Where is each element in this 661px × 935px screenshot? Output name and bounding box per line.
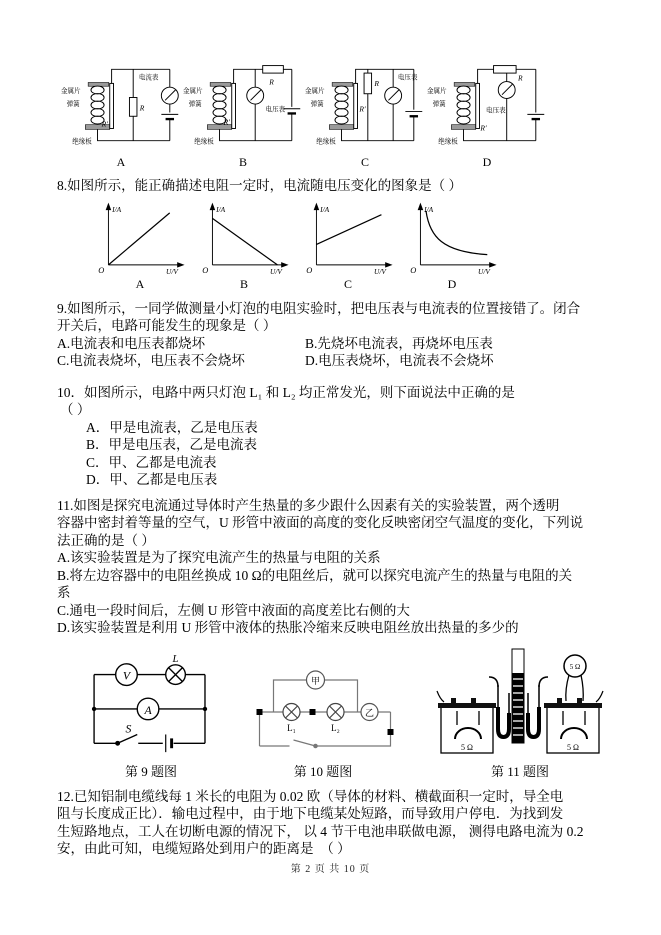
svg-text:绝缘板: 绝缘板 — [72, 138, 92, 146]
q9-option-a: A.电流表和电压表都烧坏 — [57, 335, 206, 351]
q8-graph-A — [88, 197, 192, 292]
svg-text:金属片: 金属片 — [60, 87, 81, 95]
curve-proportional — [108, 212, 169, 264]
q11-line-1: 11.如图是探究电流通过导体时产生热量的多少跟什么因素有关的实验装置，两个透明 — [57, 497, 560, 513]
question-9-options — [0, 335, 661, 370]
resistor-R — [263, 66, 284, 74]
y-arrow — [314, 202, 320, 209]
svg-text:弹簧: 弹簧 — [188, 100, 202, 108]
svg-text:R′: R′ — [101, 119, 108, 129]
node-dot — [92, 706, 96, 710]
sensor-circuit-A — [60, 55, 182, 170]
circuit-diagram-D — [426, 55, 548, 155]
svg-text:A: A — [144, 703, 152, 717]
sensor-circuit-D — [426, 55, 548, 170]
voltmeter-icon — [247, 87, 264, 104]
circuit-letter: A — [116, 155, 126, 169]
voltmeter-icon — [498, 82, 515, 99]
figure-q11-caption: 第 11 题图 — [490, 763, 550, 779]
svg-text:绝缘板: 绝缘板 — [438, 138, 458, 146]
node-square — [388, 729, 394, 735]
svg-text:R′: R′ — [223, 117, 230, 127]
graph-letter: D — [447, 276, 457, 291]
lead-wire — [437, 691, 444, 702]
q10-option-c: C．甲、乙都是电流表 — [86, 454, 217, 470]
circuit-diagram-A — [60, 55, 182, 155]
curve-hyperbola — [426, 211, 487, 255]
y-arrow — [418, 202, 424, 209]
circuit-letter: C — [360, 155, 369, 169]
slider-plate — [354, 83, 358, 128]
circuit-wires — [464, 69, 536, 140]
lamp-L1-label: L₁ — [287, 722, 296, 733]
svg-text:R: R — [517, 73, 523, 83]
x-arrow — [385, 262, 392, 268]
sensor-circuit-B — [182, 55, 304, 170]
y-arrow — [210, 202, 216, 209]
lead-wire — [596, 691, 603, 702]
graph-letter: C — [343, 276, 352, 291]
ammeter-icon — [161, 87, 178, 104]
svg-text:电压表: 电压表 — [486, 107, 506, 115]
q8-graph-B — [192, 197, 296, 292]
sensor-circuit-C — [304, 55, 426, 170]
svg-text:R′: R′ — [480, 123, 487, 133]
q12-line-2: 阻与长度成正比）．输电过程中，由于地下电缆某处短路，而导致用户停电．为找到发 — [57, 806, 564, 821]
battery-icon — [283, 109, 300, 114]
svg-text:I/A: I/A — [112, 204, 122, 214]
node-square — [310, 709, 316, 715]
battery-icon — [166, 734, 172, 752]
q11-option-b-cont: 系 — [57, 585, 71, 600]
meter-yi-icon — [361, 703, 378, 720]
svg-text:绝缘板: 绝缘板 — [194, 138, 214, 146]
battery-icon — [527, 114, 544, 119]
switch-label: S — [125, 722, 132, 735]
lamp-L1-icon — [283, 703, 300, 720]
svg-text:R: R — [269, 77, 274, 87]
svg-text:O: O — [410, 265, 417, 275]
sensor-circuits-row — [60, 55, 661, 170]
question-10 — [0, 384, 661, 489]
lamp-label: L — [172, 652, 179, 665]
resistor-R — [129, 97, 137, 116]
resistor-R — [364, 73, 372, 94]
circuit-letter: B — [238, 155, 247, 169]
switch-icon — [294, 740, 318, 748]
q10-option-b: B．甲是电压表，乙是电流表 — [86, 437, 258, 452]
q9-option-d: D.电压表烧坏，电流表不会烧坏 — [305, 353, 494, 368]
q8-graph-D — [400, 197, 504, 292]
center-column — [512, 649, 524, 743]
svg-text:I/A: I/A — [216, 204, 226, 214]
node-square — [257, 709, 263, 715]
svg-text:电流表: 电流表 — [138, 74, 159, 82]
left-container — [438, 698, 496, 753]
svg-text:电压表: 电压表 — [265, 106, 286, 114]
figure-q9 — [80, 653, 222, 780]
right-resistance-label: 5 Ω — [567, 742, 579, 752]
svg-text:I/A: I/A — [320, 204, 330, 214]
svg-text:R′: R′ — [359, 104, 366, 114]
node-dot — [203, 706, 207, 710]
svg-text:R: R — [374, 79, 379, 89]
external-bulb — [564, 655, 586, 701]
svg-text:O: O — [202, 265, 209, 275]
q12-line-4: 安，由此可知，电缆短路处到用户的距离是 （ ） — [57, 841, 351, 856]
svg-text:U/V: U/V — [166, 266, 178, 276]
axis-labels — [410, 204, 491, 275]
svg-text:O: O — [306, 265, 313, 275]
iu-graph-B — [192, 197, 296, 277]
question-8 — [0, 177, 661, 292]
axis-labels — [306, 204, 387, 275]
q12-line-3: 生短路地点，工人在切断电源的情况下， 以 4 节干电池串联做电源， 测得电路电流为 0.2 — [57, 823, 584, 839]
figure-q10-caption: 第 10 题图 — [293, 763, 353, 779]
circuit-letter: D — [482, 155, 492, 169]
x-arrow — [177, 262, 184, 268]
svg-text:金属片: 金属片 — [182, 87, 203, 95]
right-container — [544, 698, 602, 753]
figure-q10 — [244, 667, 402, 780]
question-9 — [0, 300, 661, 370]
graph-letter: B — [239, 276, 248, 291]
question-9-text-line1: 9.如图所示，一同学做测量小灯泡的电阻实验时，把电压表与电流表的位置接错了。闭合 — [57, 300, 581, 316]
switch-icon — [116, 734, 138, 745]
q11-option-a: A.该实验装置是为了探究电流产生的热量与电阻的关系 — [57, 550, 381, 565]
svg-text:金属片: 金属片 — [426, 87, 447, 95]
spring-coil — [329, 82, 353, 129]
question-10-text-line1: 10．如图所示，电路中两只灯泡 L₁ 和 L₂ 均正常发光，则下面说法中正确的是 — [57, 384, 515, 400]
battery-icon — [405, 112, 422, 117]
figure-q11 — [434, 647, 606, 780]
page-footer: 第 2 页 共 10 页 — [290, 864, 371, 875]
voltmeter-icon — [385, 87, 402, 104]
bulb-resistance-label: 5 Ω — [569, 662, 581, 671]
svg-text:I/A: I/A — [424, 204, 434, 214]
svg-text:V: V — [122, 669, 131, 682]
q10-option-d: D．甲、乙都是电压表 — [86, 472, 218, 487]
figure-q11-apparatus — [434, 647, 606, 759]
iu-graph-A — [88, 197, 192, 277]
q11-line-2: 容器中密封着等量的空气，U 形管中液面的高度的变化反映密闭空气温度的变化，下列说 — [57, 515, 584, 530]
battery-icon — [161, 114, 178, 119]
slider-plate — [232, 83, 236, 128]
x-arrow — [281, 262, 288, 268]
q8-graphs-row — [88, 197, 661, 292]
circuit-diagram-B — [182, 55, 304, 155]
q12-line-1: 12.已知铝制电缆线每 1 米长的电阻为 0.02 欧（导体的材料、横截面积一定时，导全电 — [57, 788, 564, 804]
question-12 — [0, 788, 661, 858]
svg-text:弹簧: 弹簧 — [310, 100, 324, 108]
question-8-text: 8.如图所示，能正确描述电阻一定时，电流随电压变化的图象是（ ） — [57, 178, 462, 193]
question-10-text-line2: （ ） — [60, 402, 91, 417]
svg-text:乙: 乙 — [364, 707, 375, 718]
y-arrow — [106, 202, 112, 209]
lamp-icon — [166, 664, 186, 684]
question-10-options — [0, 419, 661, 489]
question-9-text-line2: 开关后，电路可能发生的现象是（ ） — [57, 318, 277, 333]
lamp-L2-icon — [327, 703, 344, 720]
q11-line-3: 法正确的是（ ） — [57, 532, 155, 548]
meter-jia-icon — [307, 671, 325, 689]
slider-plate — [476, 83, 480, 128]
q10-option-a: A．甲是电流表，乙是电压表 — [86, 419, 258, 435]
curve-intercept — [316, 214, 381, 244]
svg-text:R: R — [139, 103, 145, 113]
graph-letter: A — [135, 276, 145, 291]
left-resistance-label: 5 Ω — [461, 742, 473, 752]
resistor-R — [494, 66, 517, 74]
spring-coil — [451, 82, 475, 129]
q11-option-c: C.通电一段时间后，左侧 U 形管中液面的高度差比右侧的大 — [57, 602, 410, 618]
svg-text:U/V: U/V — [270, 266, 282, 276]
svg-text:金属片: 金属片 — [304, 87, 325, 95]
curve-decreasing — [212, 218, 277, 264]
q11-option-d: D.该实验装置是利用 U 形管中液体的热胀冷缩来反映电阻丝放出热量的多少的 — [57, 620, 519, 635]
svg-text:U/V: U/V — [374, 266, 386, 276]
svg-text:电压表: 电压表 — [397, 74, 418, 82]
q9-option-c: C.电流表烧坏，电压表不会烧坏 — [57, 353, 245, 368]
svg-text:甲: 甲 — [310, 675, 321, 686]
svg-text:弹簧: 弹簧 — [66, 100, 80, 108]
iu-graph-C — [296, 197, 400, 277]
svg-text:绝缘板: 绝缘板 — [316, 138, 336, 146]
svg-text:U/V: U/V — [478, 266, 490, 276]
figure-q10-circuit — [244, 667, 402, 759]
voltmeter-icon — [116, 663, 138, 685]
ammeter-icon — [137, 698, 159, 720]
x-arrow — [489, 262, 496, 268]
lamp-L2-label: L₂ — [331, 722, 340, 733]
q9-option-b: B.先烧坏电流表，再烧坏电压表 — [305, 335, 493, 351]
figure-q9-caption: 第 9 题图 — [124, 763, 177, 779]
question-11 — [0, 497, 661, 637]
slider-plate — [110, 83, 114, 128]
iu-graph-D — [400, 197, 504, 277]
svg-text:弹簧: 弹簧 — [432, 100, 446, 108]
figures-row — [80, 647, 661, 780]
svg-text:O: O — [98, 265, 105, 275]
circuit-labels — [305, 73, 418, 146]
circuit-diagram-C — [304, 55, 426, 155]
figure-q9-circuit — [80, 653, 222, 759]
circuit-wires — [220, 69, 292, 140]
q11-option-b: B.将左边容器中的电阻丝换成 10 Ω的电阻丝后，就可以探究电流产生的热量与电阻的关 — [57, 567, 573, 583]
q8-graph-C — [296, 197, 400, 292]
